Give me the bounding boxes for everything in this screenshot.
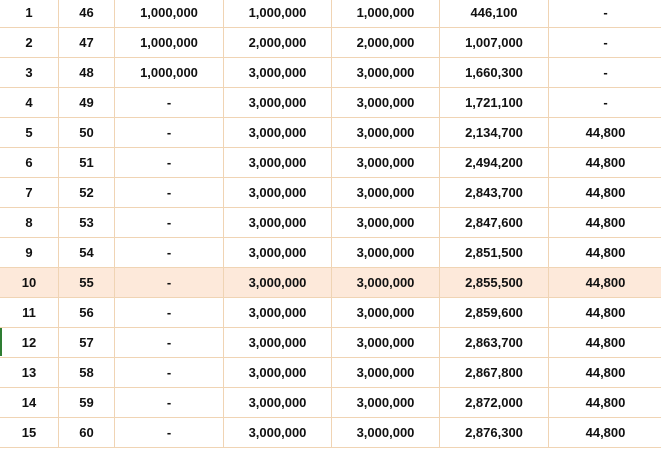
- cell-row-number[interactable]: 12: [0, 328, 59, 358]
- table-row-highlighted: [0, 268, 661, 298]
- cell-row-number[interactable]: 1: [0, 0, 59, 28]
- cell-age[interactable]: 55: [59, 268, 115, 298]
- row-selection-marker: [0, 328, 2, 356]
- table-row: [0, 58, 661, 88]
- table-row: [0, 178, 661, 208]
- cell-age[interactable]: 57: [59, 328, 115, 358]
- cell-value-2[interactable]: 3,000,000: [224, 268, 332, 298]
- cell-value-3[interactable]: 3,000,000: [332, 328, 440, 358]
- cell-value-4[interactable]: 446,100: [440, 0, 549, 28]
- cell-value-3[interactable]: 3,000,000: [332, 58, 440, 88]
- cell-value-2[interactable]: 3,000,000: [224, 118, 332, 148]
- cell-value-2[interactable]: 2,000,000: [224, 28, 332, 58]
- table-row: [0, 88, 661, 118]
- cell-value-5[interactable]: 44,800: [549, 208, 661, 238]
- cell-value-4[interactable]: 2,859,600: [440, 298, 549, 328]
- table-row: [0, 358, 661, 388]
- cell-age[interactable]: 49: [59, 88, 115, 118]
- cell-age[interactable]: 48: [59, 58, 115, 88]
- cell-value-2[interactable]: 3,000,000: [224, 178, 332, 208]
- cell-value-1[interactable]: 1,000,000: [115, 0, 224, 28]
- cell-value-5[interactable]: 44,800: [549, 388, 661, 418]
- cell-value-1[interactable]: -: [115, 238, 224, 268]
- cell-value-1[interactable]: 1,000,000: [115, 28, 224, 58]
- cell-value-1[interactable]: -: [115, 268, 224, 298]
- cell-age[interactable]: 50: [59, 118, 115, 148]
- cell-value-1[interactable]: 1,000,000: [115, 58, 224, 88]
- cell-value-4[interactable]: 2,863,700: [440, 328, 549, 358]
- cell-age[interactable]: 47: [59, 28, 115, 58]
- cell-value-3[interactable]: 3,000,000: [332, 178, 440, 208]
- cell-value-3[interactable]: 3,000,000: [332, 298, 440, 328]
- table-row: [0, 208, 661, 238]
- cell-value-4[interactable]: 1,007,000: [440, 28, 549, 58]
- table-row: [0, 418, 661, 448]
- cell-value-3[interactable]: 1,000,000: [332, 0, 440, 28]
- cell-value-1[interactable]: -: [115, 148, 224, 178]
- cell-value-5[interactable]: 44,800: [549, 118, 661, 148]
- table-row: [0, 298, 661, 328]
- cell-age[interactable]: 51: [59, 148, 115, 178]
- cell-age[interactable]: 54: [59, 238, 115, 268]
- cell-value-1[interactable]: -: [115, 418, 224, 448]
- cell-value-4[interactable]: 2,867,800: [440, 358, 549, 388]
- cell-age[interactable]: 60: [59, 418, 115, 448]
- cell-value-1[interactable]: -: [115, 208, 224, 238]
- cell-age[interactable]: 59: [59, 388, 115, 418]
- cell-value-5[interactable]: 44,800: [549, 178, 661, 208]
- cell-value-4[interactable]: 2,876,300: [440, 418, 549, 448]
- cell-value-2[interactable]: 3,000,000: [224, 148, 332, 178]
- cell-value-3[interactable]: 2,000,000: [332, 28, 440, 58]
- cell-value-1[interactable]: -: [115, 88, 224, 118]
- cell-value-1[interactable]: -: [115, 388, 224, 418]
- cell-value-5[interactable]: 44,800: [549, 268, 661, 298]
- cell-value-5[interactable]: -: [549, 58, 661, 88]
- cell-row-number[interactable]: 10: [0, 268, 59, 298]
- cell-value-5[interactable]: 44,800: [549, 298, 661, 328]
- table-row: [0, 118, 661, 148]
- cell-value-5[interactable]: 44,800: [549, 328, 661, 358]
- cell-value-4[interactable]: 2,134,700: [440, 118, 549, 148]
- cell-value-2[interactable]: 3,000,000: [224, 328, 332, 358]
- cell-value-1[interactable]: -: [115, 358, 224, 388]
- cell-row-number[interactable]: 11: [0, 298, 59, 328]
- cell-age[interactable]: 52: [59, 178, 115, 208]
- table-row: [0, 328, 661, 358]
- cell-value-3[interactable]: 3,000,000: [332, 148, 440, 178]
- cell-value-2[interactable]: 3,000,000: [224, 388, 332, 418]
- table-row: [0, 28, 661, 58]
- cell-value-1[interactable]: -: [115, 298, 224, 328]
- cell-value-2[interactable]: 3,000,000: [224, 88, 332, 118]
- cell-value-3[interactable]: 3,000,000: [332, 238, 440, 268]
- cell-value-3[interactable]: 3,000,000: [332, 118, 440, 148]
- cell-value-2[interactable]: 3,000,000: [224, 238, 332, 268]
- cell-row-number[interactable]: 5: [0, 118, 59, 148]
- cell-value-5[interactable]: 44,800: [549, 148, 661, 178]
- cell-value-4[interactable]: 1,660,300: [440, 58, 549, 88]
- cell-value-2[interactable]: 3,000,000: [224, 208, 332, 238]
- cell-value-4[interactable]: 2,855,500: [440, 268, 549, 298]
- cell-value-3[interactable]: 3,000,000: [332, 418, 440, 448]
- cell-value-4[interactable]: 2,851,500: [440, 238, 549, 268]
- cell-value-5[interactable]: 44,800: [549, 238, 661, 268]
- cell-value-4[interactable]: 2,843,700: [440, 178, 549, 208]
- cell-value-5[interactable]: -: [549, 88, 661, 118]
- cell-row-number[interactable]: 4: [0, 88, 59, 118]
- cell-age[interactable]: 46: [59, 0, 115, 28]
- cell-value-5[interactable]: 44,800: [549, 358, 661, 388]
- cell-age[interactable]: 56: [59, 298, 115, 328]
- cell-value-2[interactable]: 3,000,000: [224, 298, 332, 328]
- cell-row-number[interactable]: 7: [0, 178, 59, 208]
- cell-value-2[interactable]: 3,000,000: [224, 58, 332, 88]
- cell-value-2[interactable]: 1,000,000: [224, 0, 332, 28]
- cell-age[interactable]: 58: [59, 358, 115, 388]
- table-row: [0, 148, 661, 178]
- cell-row-number[interactable]: 9: [0, 238, 59, 268]
- cell-value-3[interactable]: 3,000,000: [332, 268, 440, 298]
- table-row: [0, 238, 661, 268]
- cell-value-3[interactable]: 3,000,000: [332, 208, 440, 238]
- cell-value-5[interactable]: 44,800: [549, 418, 661, 448]
- cell-row-number[interactable]: 15: [0, 418, 59, 448]
- cell-value-2[interactable]: 3,000,000: [224, 358, 332, 388]
- cell-value-1[interactable]: -: [115, 178, 224, 208]
- cell-age[interactable]: 53: [59, 208, 115, 238]
- cell-value-4[interactable]: 1,721,100: [440, 88, 549, 118]
- cell-value-5[interactable]: -: [549, 28, 661, 58]
- cell-row-number[interactable]: 14: [0, 388, 59, 418]
- cell-value-3[interactable]: 3,000,000: [332, 388, 440, 418]
- cell-value-5[interactable]: -: [549, 0, 661, 28]
- cell-value-3[interactable]: 3,000,000: [332, 88, 440, 118]
- cell-value-1[interactable]: -: [115, 118, 224, 148]
- cell-row-number[interactable]: 6: [0, 148, 59, 178]
- cell-value-3[interactable]: 3,000,000: [332, 358, 440, 388]
- table-row: [0, 388, 661, 418]
- table-row: [0, 0, 661, 28]
- cell-value-4[interactable]: 2,494,200: [440, 148, 549, 178]
- cell-row-number[interactable]: 8: [0, 208, 59, 238]
- cell-row-number[interactable]: 2: [0, 28, 59, 58]
- cell-row-number[interactable]: 13: [0, 358, 59, 388]
- cell-value-1[interactable]: -: [115, 328, 224, 358]
- cell-value-2[interactable]: 3,000,000: [224, 418, 332, 448]
- cell-value-4[interactable]: 2,847,600: [440, 208, 549, 238]
- cell-value-4[interactable]: 2,872,000: [440, 388, 549, 418]
- cell-row-number[interactable]: 3: [0, 58, 59, 88]
